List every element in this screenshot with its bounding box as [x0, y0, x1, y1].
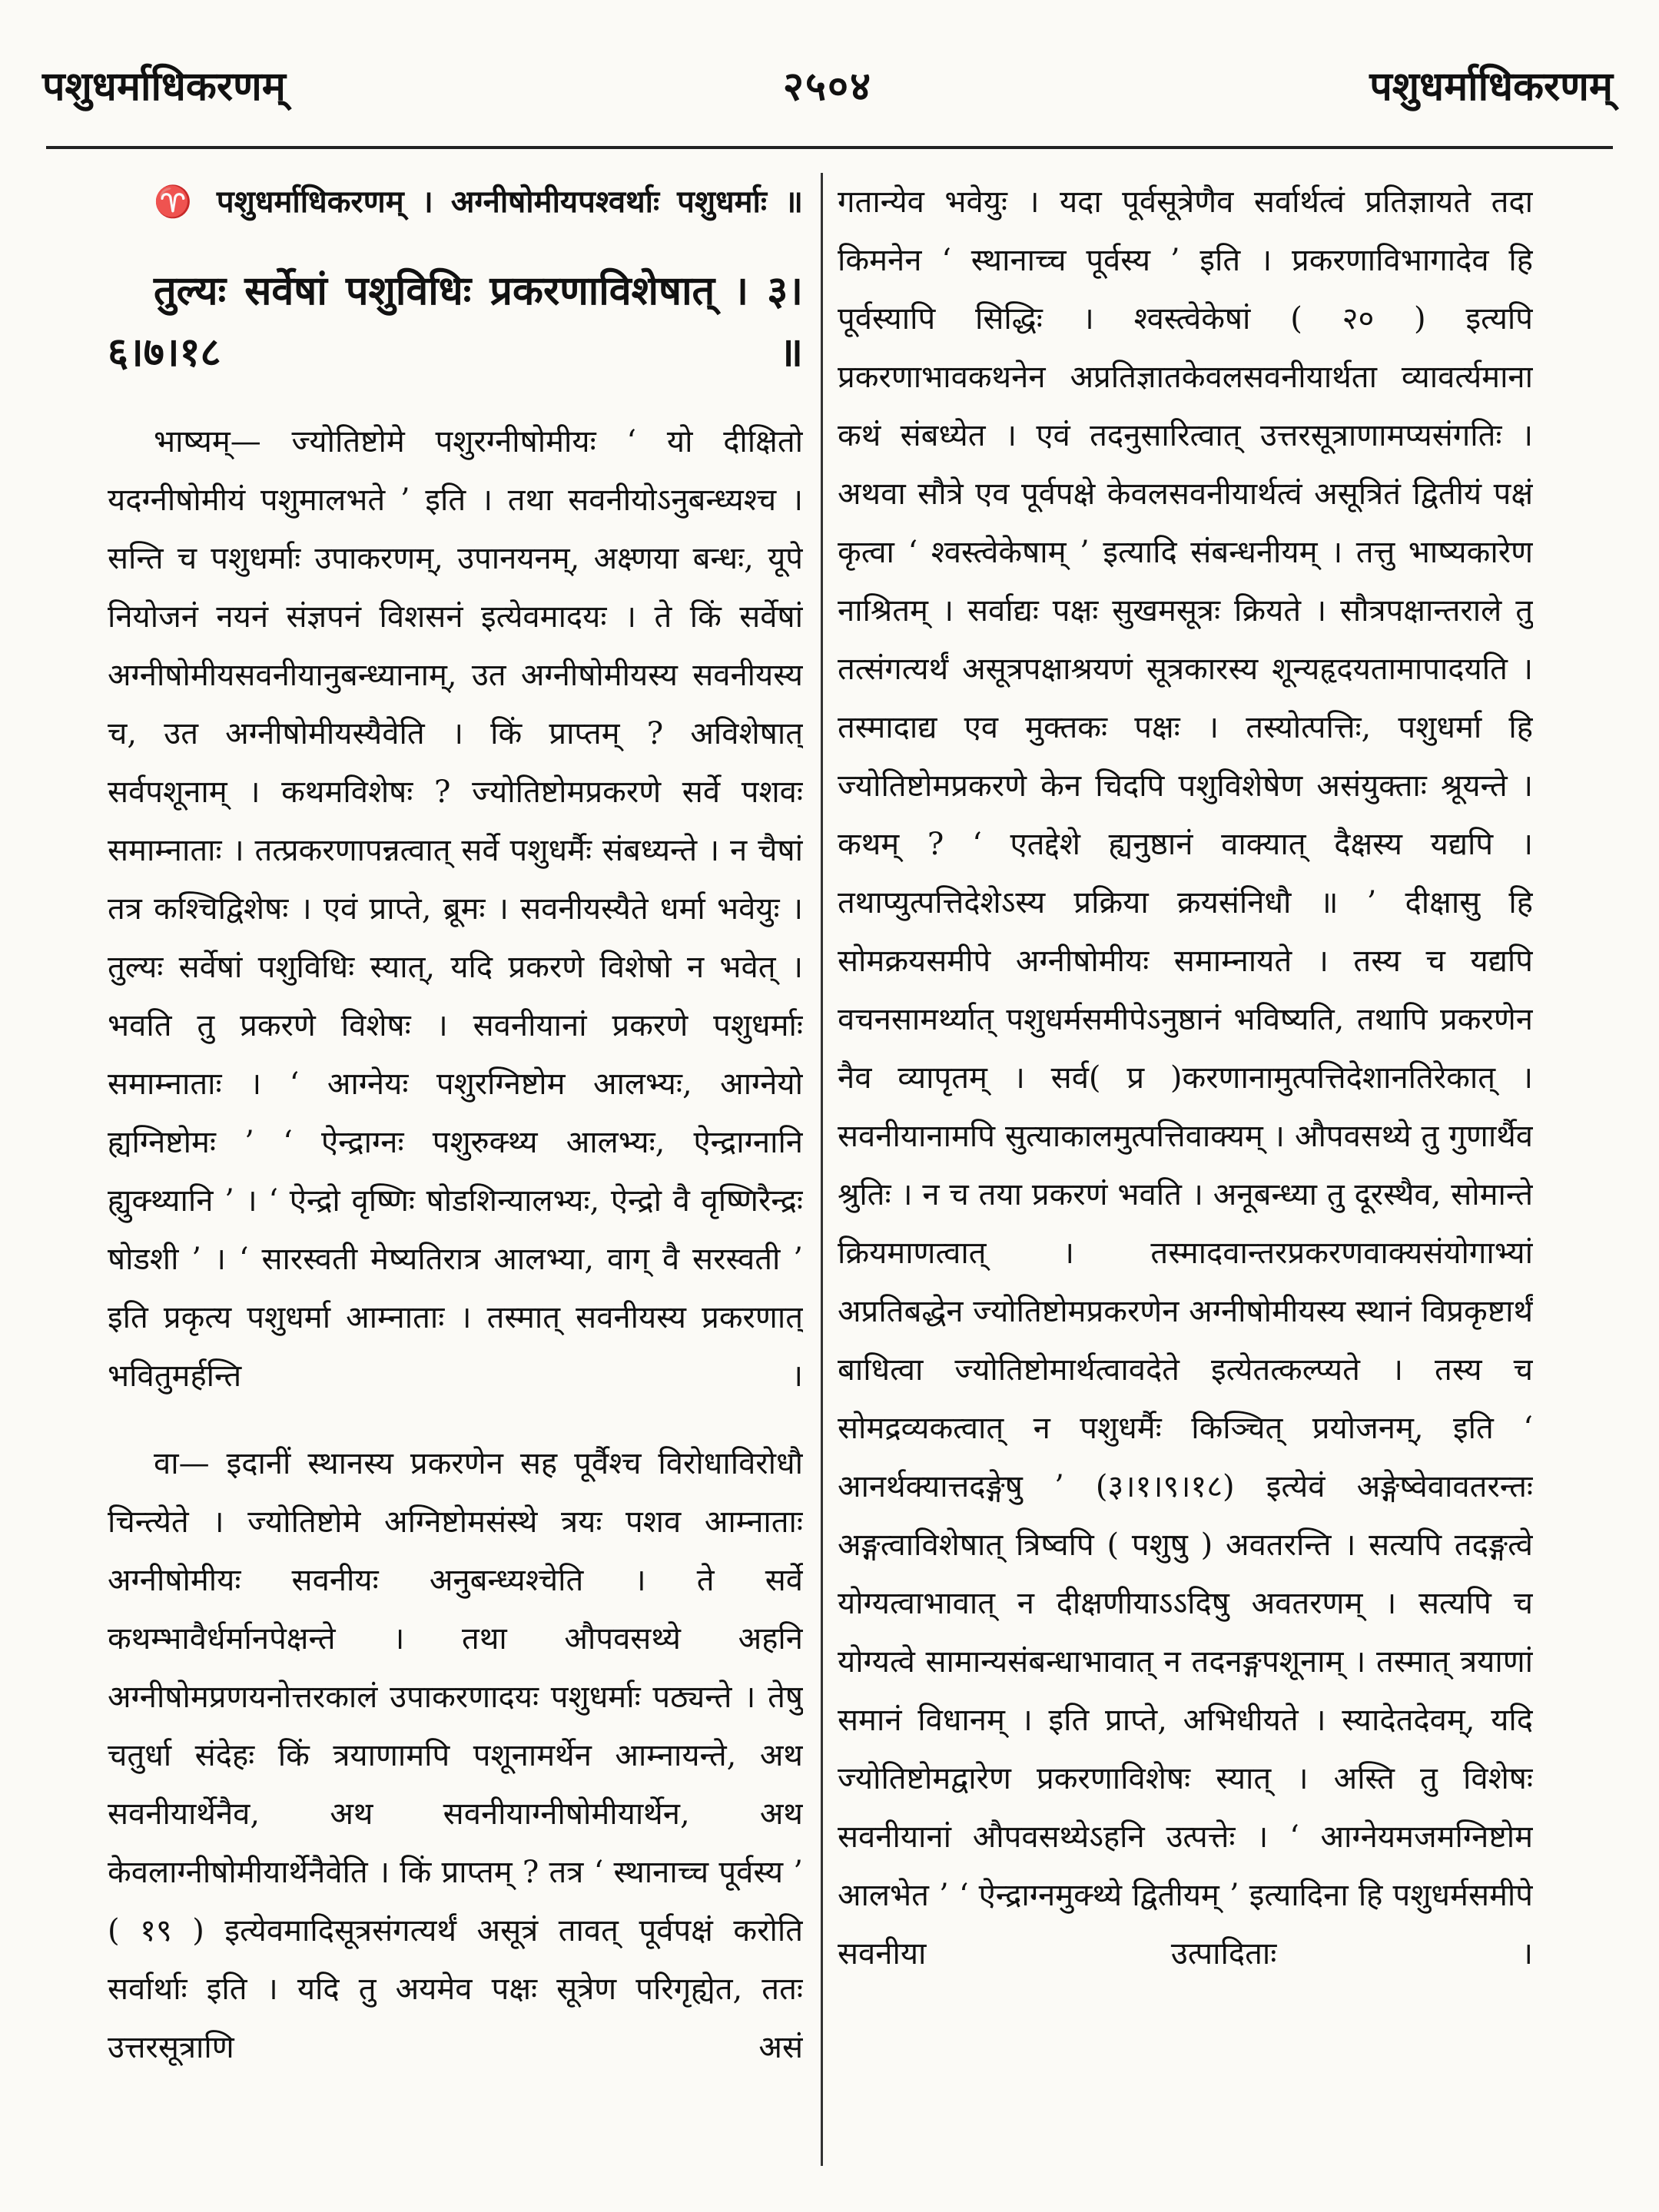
left-column: [108, 173, 803, 2166]
spacer: [108, 383, 803, 413]
spacer: [108, 1405, 803, 1434]
bhashya-paragraph: भाष्यम्— ज्योतिष्टोमे पशुरग्नीषोमीयः ‘ यो दीक्षितो यदग्नीषोमीयं पशुमालभते ’ इति । तथा सवनीयोऽनुबन्ध्यश्च । सन्ति च पशुधर्माः उपाकरणम्, उपानयनम्, अक्ष्णया बन्धः, यूपे नियोजनं नयनं संज्ञपनं विशसनं इत्येवमादयः । ते किं सर्वेषां अग्नीषोमीयसवनीयानुबन्ध्यानाम्, उत अग्नीषोमीयस्य सवनीयस्य च, उत अग्नीषोमीयस्यैवेति । किं प्राप्तम् ? अविशेषात् सर्वपशूनाम् । कथमविशेषः ? ज्योतिष्टोमप्रकरणे सर्वे पशवः समाम्नाताः । तत्प्रकरणापन्नत्वात् सर्वे पशुधर्मैः संबध्यन्ते । न चैषां तत्र कश्चिद्विशेषः । एवं प्राप्ते, ब्रूमः । सवनीयस्यैते धर्मा भवेयुः । तुल्यः सर्वेषां पशुविधिः स्यात्, यदि प्रकरणे विशेषो न भवेत् । भवति तु प्रकरणे विशेषः । सवनीयानां प्रकरणे पशुधर्माः समाम्नाताः । ‘ आग्नेयः पशुरग्निष्टोम आलभ्यः, आग्नेयो ह्यग्निष्टोमः ’ ‘ ऐन्द्राग्नः पशुरुक्थ्य आलभ्यः, ऐन्द्राग्नानि ह्युक्थ्यानि ’ । ‘ ऐन्द्रो वृष्णिः षोडशिन्यालभ्यः, ऐन्द्रो वै वृष्णिरैन्द्रः षोडशी ’ । ‘ सारस्वती मेष्यतिरात्र आलभ्या, वाग् वै सरस्वती ’ इति प्रकृत्य पशुधर्मा आम्नाताः । तस्मात् सवनीयस्य प्रकरणात् भवितुमर्हन्ति ।: [108, 424, 803, 1394]
page-number: २५०४: [782, 62, 873, 110]
section-heading: ♈ पशुधर्माधिकरणम् । अग्नीषोमीयपश्वर्थाः पशुधर्माः ॥: [154, 184, 803, 220]
commentary-paragraph: गतान्येव भवेयुः । यदा पूर्वसूत्रेणैव सर्वार्थत्वं प्रतिज्ञायते तदा किमनेन ‘ स्थानाच्च पूर्वस्य ’ इति । प्रकरणाविभागादेव हि पूर्वस्यापि सिद्धिः । श्वस्त्वेकेषां ( २० ) इत्यपि प्रकरणाभावकथनेन अप्रतिज्ञातकेवलसवनीयार्थता व्यावर्त्यमाना कथं संबध्येत । एवं तदनुसारित्वात् उत्तरसूत्राणामप्यसंगतिः । अथवा सौत्रे एव पूर्वपक्षे केवलसवनीयार्थत्वं असूत्रितं द्वितीयं पक्षं कृत्वा ‘ श्वस्त्वेकेषाम् ’ इत्यादि संबन्धनीयम् । तत्तु भाष्यकारेण नाश्रितम् । सर्वाद्यः पक्षः सुखमसूत्रः क्रियते । सौत्रपक्षान्तराले तु तत्संगत्यर्थं असूत्रपक्षाश्रयणं सूत्रकारस्य शून्यहृदयतामापादयति । तस्मादाद्य एव मुक्तकः पक्षः । तस्योत्पत्तिः, पशुधर्मा हि ज्योतिष्टोमप्रकरणे केन चिदपि पशुविशेषेण असंयुक्ताः श्रूयन्ते । कथम् ? ‘ एतद्देशे ह्यनुष्ठानं वाक्यात् दैक्षस्य यद्यपि । तथाप्युत्पत्तिदेशेऽस्य प्रक्रिया क्रयसंनिधौ ॥ ’ दीक्षासु हि सोमक्रयसमीपे अग्नीषोमीयः समाम्नायते । तस्य च यद्यपि वचनसामर्थ्यात् पशुधर्मसमीपेऽनुष्ठानं भविष्यति, तथापि प्रकरणेन नैव व्यापृतम् । सर्व( प्र )करणानामुत्पत्तिदेशानतिरेकात् । सवनीयानामपि सुत्याकालमुत्पत्तिवाक्यम् । औपवसथ्ये तु गुणार्थैव श्रुतिः । न च तया प्रकरणं भवति । अनूबन्ध्या तु दूरस्थैव, सोमान्ते क्रियमाणत्वात् । तस्मादवान्तरप्रकरणवाक्यसंयोगाभ्यां अप्रतिबद्धेन ज्योतिष्टोमप्रकरणेन अग्नीषोमीयस्य स्थानं विप्रकृष्टार्थं बाधित्वा ज्योतिष्टोमार्थत्वावदेते इत्येतत्कल्प्यते । तस्य च सोमद्रव्यकत्वात् न पशुधर्मैः किञ्चित् प्रयोजनम्, इति ‘ आनर्थक्यात्तदङ्गेषु ’ (३।१।९।१८) इत्येवं अङ्गेष्वेवावतरन्तः अङ्गत्वाविशेषात् त्रिष्वपि ( पशुषु ) अवतरन्ति । सत्यपि तदङ्गत्वे योग्यत्वाभावात् न दीक्षणीयाऽऽदिषु अवतरणम् । सत्यपि च योग्यत्वे सामान्यसंबन्धाभावात् न तदनङ्गपशूनाम् । तस्मात् त्रयाणां समानं विधानम् । इति प्राप्ते, अभिधीयते । स्यादेतदेवम्, यदि ज्योतिष्टोमद्वारेण प्रकरणाविशेषः स्यात् । अस्ति तु विशेषः सवनीयानां औपवसथ्येऽहनि उत्पत्तेः । ‘ आग्नेयमजमग्निष्टोम आलभेत ’ ‘ ऐन्द्राग्नमुक्थ्ये द्वितीयम् ’ इत्यादिना हि पशुधर्मसमीपे सवनीया उत्पादिताः ।: [838, 184, 1533, 1972]
column-divider: [821, 173, 823, 2166]
spacer: [108, 231, 803, 260]
running-head-right: पशुधर्माधिकरणम्: [1369, 62, 1613, 110]
header-rule: [46, 146, 1613, 149]
sutra-text: तुल्यः सर्वेषां पशुविधिः प्रकरणाविशेषात् । ३।६।७।१८ ॥: [108, 267, 803, 376]
running-head-left: पशुधर्माधिकरणम्: [42, 62, 286, 110]
varttika-paragraph: वा— इदानीं स्थानस्य प्रकरणेन सह पूर्वैश्च विरोधाविरोधौ चिन्त्येते । ज्योतिष्टोमे अग्निष्टोमसंस्थे त्रयः पशव आम्नाताः अग्नीषोमीयः सवनीयः अनुबन्ध्यश्चेति । ते सर्वे कथम्भावैर्धर्मानपेक्षन्ते । तथा औपवसथ्ये अहनि अग्नीषोमप्रणयनोत्तरकालं उपाकरणादयः पशुधर्माः पठ्यन्ते । तेषु चतुर्धा संदेहः किं त्रयाणामपि पशूनामर्थेन आम्नायन्ते, अथ सवनीयार्थेनैव, अथ सवनीयाग्नीषोमीयार्थेन, अथ केवलाग्नीषोमीयार्थेनैवेति । किं प्राप्तम् ? तत्र ‘ स्थानाच्च पूर्वस्य ’ ( १९ ) इत्येवमादिसूत्रसंगत्यर्थं असूत्रं तावत् पूर्वपक्षं करोति सर्वार्थाः इति । यदि तु अयमेव पक्षः सूत्रेण परिगृह्येत, ततः उत्तरसूत्राणि असं: [108, 1446, 803, 2065]
right-column: [838, 173, 1533, 2166]
page-header: [42, 42, 1613, 127]
